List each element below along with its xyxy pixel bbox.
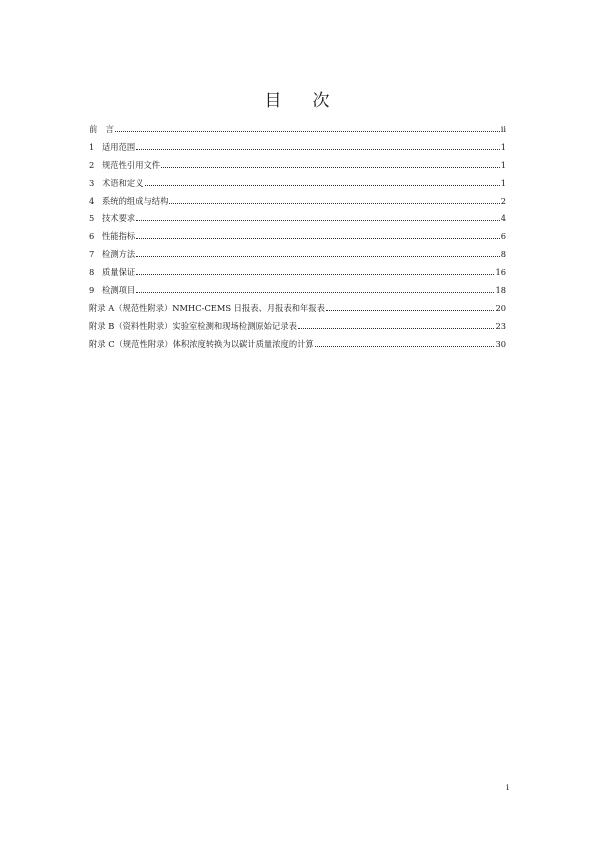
toc-entry-title: 系统的组成与结构 (102, 195, 169, 206)
toc-entry-5[interactable] (89, 210, 506, 228)
toc-entry-page: 1 (500, 141, 506, 152)
toc-entry-page: ii (500, 124, 506, 134)
dot-leader (136, 267, 494, 275)
toc-entry-page: 1 (500, 159, 506, 170)
toc-entry-page: 8 (500, 249, 506, 260)
toc-entry-page: 16 (495, 267, 506, 278)
dot-leader (298, 321, 495, 329)
toc-entry-4[interactable] (89, 193, 506, 211)
toc-entry-title: 检测项目 (102, 285, 136, 296)
toc-entry-page: 2 (500, 195, 506, 206)
toc-entry-title: 质量保证 (102, 267, 136, 278)
dot-leader (315, 339, 495, 347)
toc-entry-title: 附录 C（规范性附录）体积浓度转换为以碳计质量浓度的计算 (89, 338, 314, 349)
toc-entry-title: 检测方法 (102, 249, 136, 260)
toc-entry-number: 5 (89, 213, 95, 224)
toc-entry-number: 9 (89, 285, 95, 296)
dot-leader (136, 231, 500, 239)
toc-entry-title: 适用范围 (102, 141, 136, 152)
toc-entry-number: 7 (89, 249, 95, 260)
toc-entry-page: 4 (500, 213, 506, 224)
toc-entry-6[interactable] (89, 228, 506, 246)
dot-leader (136, 213, 500, 221)
toc-entry-title: 前 言 (89, 124, 114, 134)
toc-entry-page: 18 (495, 285, 506, 296)
dot-leader (136, 249, 500, 257)
title-char-1: 目 (264, 91, 283, 111)
toc-entry-appendix-c[interactable] (89, 336, 506, 354)
toc-entry-foreword[interactable] (89, 121, 506, 139)
toc-entry-number: 1 (89, 141, 95, 152)
toc-entry-8[interactable] (89, 264, 506, 282)
toc-entry-page: 6 (500, 231, 506, 242)
toc-entry-2[interactable] (89, 157, 506, 175)
dot-leader (169, 196, 499, 204)
toc-entry-title: 性能指标 (102, 231, 136, 242)
toc-entry-title: 术语和定义 (102, 177, 144, 188)
toc-entry-page: 20 (495, 302, 506, 313)
dot-leader (161, 160, 500, 168)
toc-entry-title: 附录 B（资料性附录）实验室检测和现场检测原始记录表 (89, 320, 297, 331)
dot-leader (136, 142, 500, 150)
toc-entry-number: 6 (89, 231, 95, 242)
toc-entry-title: 附录 A（规范性附录）NMHC-CEMS 日报表、月报表和年报表 (89, 302, 325, 313)
toc-entry-3[interactable] (89, 175, 506, 193)
toc-entry-page: 30 (495, 338, 506, 349)
toc-entry-page: 23 (495, 320, 506, 331)
toc-entry-number: 3 (89, 177, 95, 188)
toc-entry-7[interactable] (89, 246, 506, 264)
toc-entry-number: 2 (89, 159, 95, 170)
dot-leader (145, 178, 500, 186)
toc-entry-appendix-b[interactable] (89, 318, 506, 336)
page-title (0, 86, 595, 111)
toc-entry-page: 1 (500, 177, 506, 188)
dot-leader (326, 303, 495, 311)
table-of-contents (89, 121, 506, 354)
page-number: i (506, 783, 509, 793)
dot-leader (115, 124, 500, 132)
dot-leader (136, 285, 494, 293)
toc-entry-title: 技术要求 (102, 213, 136, 224)
toc-entry-number: 8 (89, 267, 95, 278)
toc-entry-1[interactable] (89, 139, 506, 157)
toc-entry-9[interactable] (89, 282, 506, 300)
toc-entry-appendix-a[interactable] (89, 300, 506, 318)
title-char-2: 次 (312, 91, 331, 111)
toc-entry-number: 4 (89, 195, 95, 206)
toc-entry-title: 规范性引用文件 (102, 159, 161, 170)
